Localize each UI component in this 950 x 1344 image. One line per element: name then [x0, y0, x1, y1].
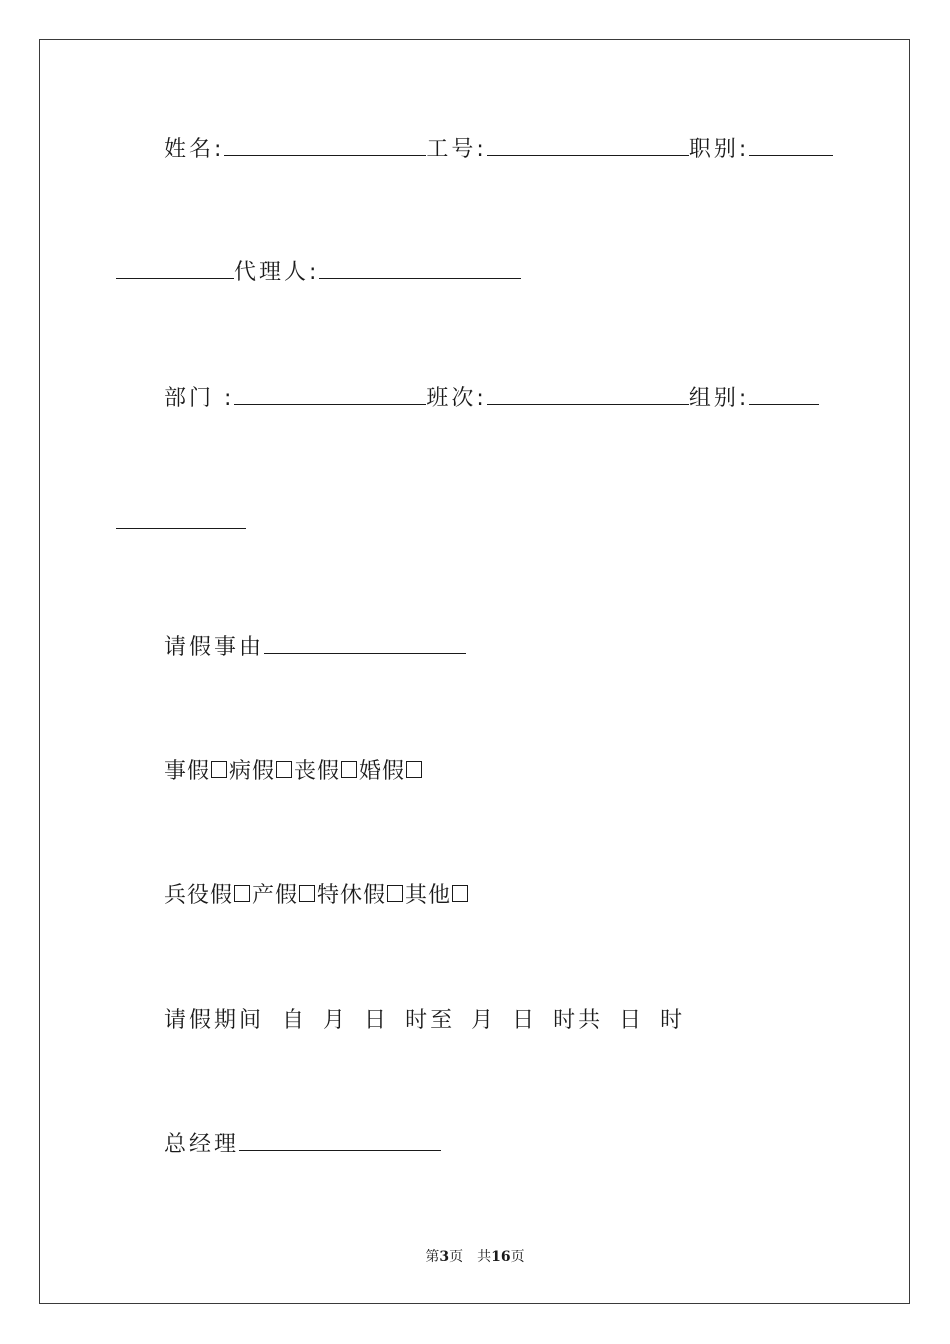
page-border [39, 39, 910, 1304]
position-field[interactable] [749, 135, 833, 156]
period-end-month: 月 [471, 1008, 497, 1033]
period-start-month: 月 [323, 1008, 349, 1033]
name-label: 姓名: [164, 137, 225, 162]
page-footer [0, 1248, 950, 1266]
leave-type-maternity: 产假 [252, 883, 299, 908]
period-start-hour-to: 时至 [405, 1008, 456, 1033]
agent-field[interactable] [319, 258, 521, 279]
period-row [164, 1006, 685, 1036]
group-field-continued[interactable] [116, 508, 246, 529]
group-label: 组别: [688, 386, 750, 411]
group-continuation-row [116, 508, 246, 538]
position-label: 职别: [688, 137, 750, 162]
period-from: 自 [282, 1008, 308, 1033]
leave-type-special: 特休假 [317, 883, 387, 908]
shift-field[interactable] [487, 384, 689, 405]
period-start-day: 日 [364, 1008, 390, 1033]
leave-types-row-1 [164, 757, 424, 787]
agent-label: 代理人: [234, 260, 320, 285]
footer-page-suffix: 页 [510, 1249, 525, 1265]
leave-type-special-checkbox[interactable] [387, 885, 403, 902]
period-total-days: 日 [619, 1008, 645, 1033]
manager-row [164, 1130, 441, 1160]
leave-type-sick-checkbox[interactable] [276, 761, 292, 778]
staff-no-label: 工号: [426, 137, 487, 162]
position-field-continued[interactable] [116, 258, 234, 279]
department-label: 部门 : [164, 386, 235, 411]
leave-type-personal: 事假 [164, 759, 211, 784]
leave-type-maternity-checkbox[interactable] [299, 885, 315, 902]
staff-no-field[interactable] [487, 135, 689, 156]
period-end-hour-total: 时共 [553, 1008, 604, 1033]
leave-type-bereavement-checkbox[interactable] [341, 761, 357, 778]
leave-type-bereavement: 丧假 [294, 759, 341, 784]
footer-page-prefix: 第 [425, 1249, 440, 1265]
agent-row [116, 258, 521, 288]
leave-type-marriage: 婚假 [359, 759, 406, 784]
leave-type-military: 兵役假 [164, 883, 234, 908]
leave-type-military-checkbox[interactable] [234, 885, 250, 902]
leave-type-other: 其他 [405, 883, 452, 908]
name-row [164, 135, 833, 165]
footer-page-current: 3 [439, 1249, 450, 1265]
leave-type-sick: 病假 [229, 759, 276, 784]
leave-type-personal-checkbox[interactable] [211, 761, 227, 778]
period-total-hours: 时 [660, 1008, 686, 1033]
manager-label: 总经理 [164, 1132, 240, 1157]
period-label: 请假期间 [164, 1008, 265, 1033]
reason-field[interactable] [264, 633, 466, 654]
reason-row [164, 633, 466, 663]
manager-signature-field[interactable] [239, 1130, 441, 1151]
shift-label: 班次: [426, 386, 487, 411]
department-field[interactable] [234, 384, 426, 405]
leave-types-row-2 [164, 881, 470, 911]
department-row [164, 384, 819, 414]
leave-type-marriage-checkbox[interactable] [406, 761, 422, 778]
period-end-day: 日 [512, 1008, 538, 1033]
leave-type-other-checkbox[interactable] [452, 885, 468, 902]
name-field[interactable] [224, 135, 426, 156]
group-field[interactable] [749, 384, 819, 405]
reason-label: 请假事由 [164, 635, 265, 660]
footer-page-total: 16 [491, 1249, 511, 1265]
footer-page-mid: 页 共 [449, 1249, 492, 1265]
